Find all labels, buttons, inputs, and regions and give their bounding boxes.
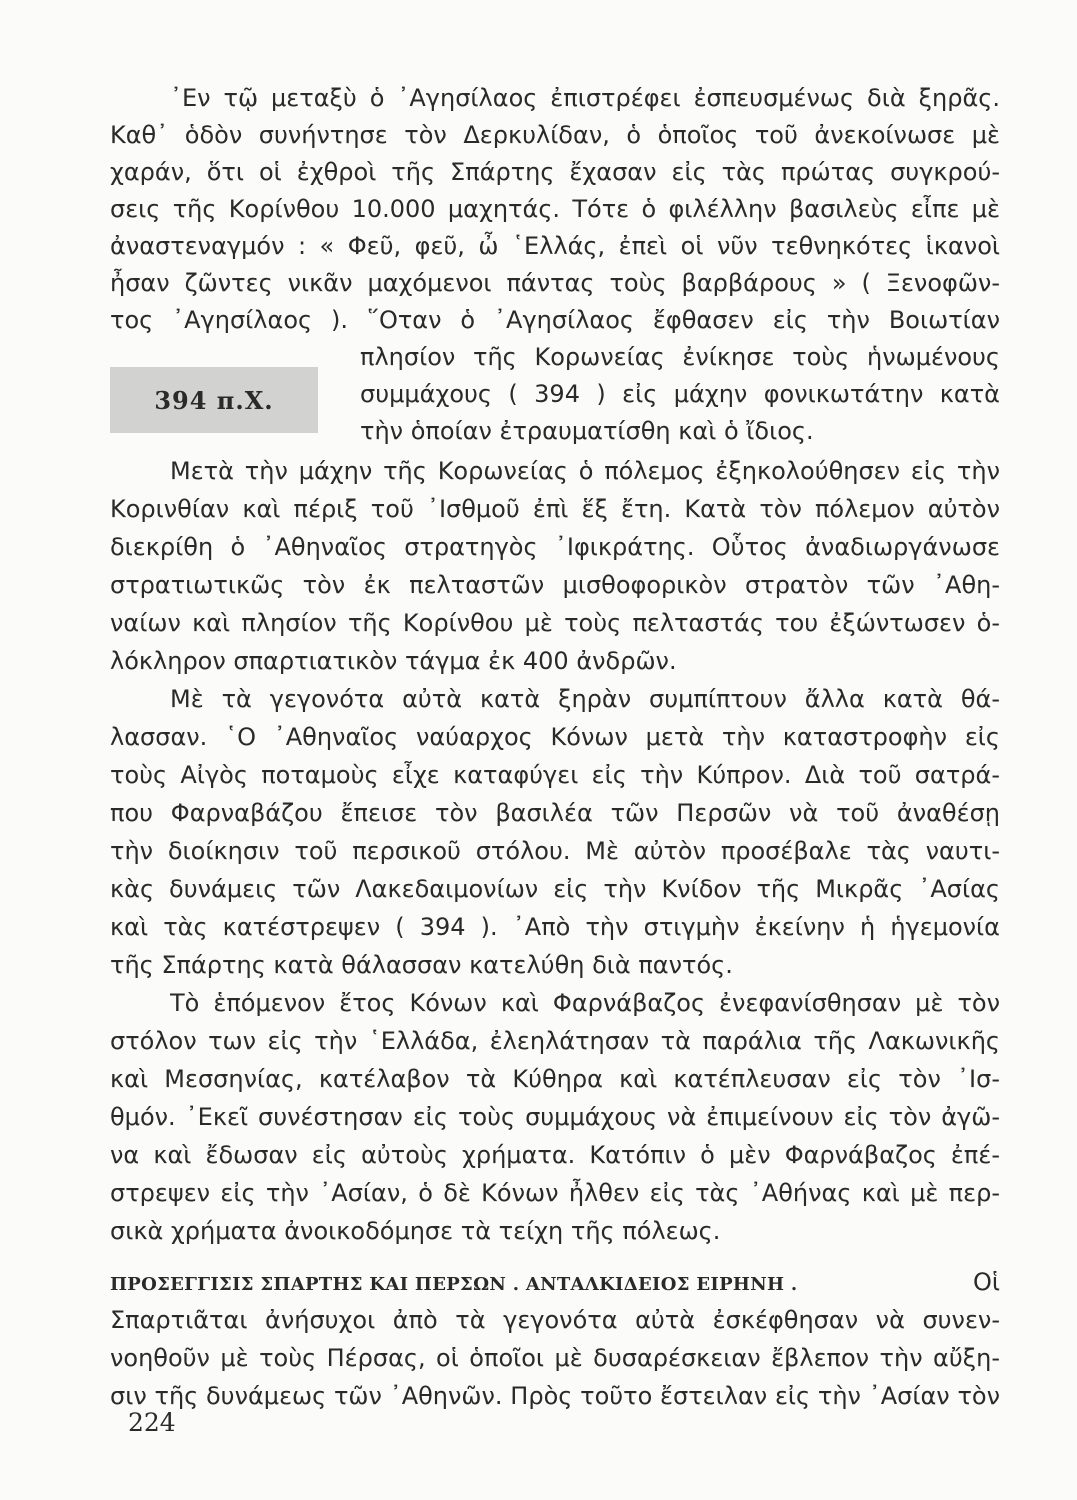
text-line: να καὶ ἔδωσαν εἰς αὐτοὺς χρήματα. Κατόπιν ὁ μὲν Φαρνάβαζος ἐπέ-: [110, 1141, 1000, 1169]
text-line: χαράν, ὅτι οἱ ἐχθροὶ τῆς Σπάρτης ἔχασαν εἰς τὰς πρώτας συγκρού-: [110, 158, 1000, 186]
section-heading: ΠΡΟΣΕΓΓΙΣΙΣ ΣΠΑΡΤΗΣ ΚΑΙ ΠΕΡΣΩΝ . ΑΝΤΑΛΚΙΔΕΙΟΣ ΕΙΡΗΝΗ .: [110, 1274, 798, 1295]
text-line: διεκρίθη ὁ ᾿Αθηναῖος στρατηγὸς ᾿Ιφικράτης. Οὗτος ἀναδιωργάνωσε: [110, 533, 1000, 561]
text-line: σικὰ χρήματα ἀνοικοδόμησε τὰ τείχη τῆς πόλεως.: [110, 1217, 721, 1245]
text-line: καὶ Μεσσηνίας, κατέλαβον τὰ Κύθηρα καὶ κατέπλευσαν εἰς τὸν ᾿Ισ-: [110, 1065, 1000, 1093]
text-line: κὰς δυνάμεις τῶν Λακεδαιμονίων εἰς τὴν Κνίδον τῆς Μικρᾶς ᾿Ασίας: [110, 875, 1000, 903]
text-line: τὴν ὁποίαν ἐτραυματίσθη καὶ ὁ ἴδιος.: [360, 417, 814, 445]
text-line: που Φαρναβάζου ἔπεισε τὸν βασιλέα τῶν Περσῶν νὰ τοῦ ἀναθέσῃ: [110, 799, 1000, 827]
text-line: στρεψεν εἰς τὴν ᾿Ασίαν, ὁ δὲ Κόνων ἦλθεν εἰς τὰς ᾿Αθήνας καὶ μὲ περ-: [110, 1179, 1000, 1207]
text-line: ναίων καὶ πλησίον τῆς Κορίνθου μὲ τοὺς πελταστάς του ἐξώντωσεν ὁ-: [110, 609, 1000, 637]
text-line: ἦσαν ζῶντες νικᾶν μαχόμενοι πάντας τοὺς βαρβάρους » ( Ξενοφῶν-: [110, 269, 1000, 297]
text-line: λόκληρον σπαρτιατικὸν τάγμα ἐκ 400 ἀνδρῶν.: [110, 647, 677, 675]
text-line: τος ᾿Αγησίλαος ). ῞Οταν ὁ ᾿Αγησίλαος ἔφθασεν εἰς τὴν Βοιωτίαν: [110, 306, 1000, 334]
text-line: στρατιωτικῶς τὸν ἐκ πελταστῶν μισθοφορικὸν στρατὸν τῶν ᾿Αθη-: [110, 571, 1000, 599]
text-line: λασσαν. ῾Ο ᾿Αθηναῖος ναύαρχος Κόνων μετὰ τὴν καταστροφὴν εἰς: [110, 723, 1000, 751]
text-line: συμμάχους ( 394 ) εἰς μάχην φονικωτάτην κατὰ: [360, 380, 1000, 408]
text-line: τὴν διοίκησιν τοῦ περσικοῦ στόλου. Μὲ αὐτὸν προσέβαλε τὰς ναυτι-: [110, 837, 1000, 865]
text-line: στόλον των εἰς τὴν ῾Ελλάδα, ἐλεηλάτησαν τὰ παράλια τῆς Λακωνικῆς: [110, 1027, 1000, 1055]
text-line: τῆς Σπάρτης κατὰ θάλασσαν κατελύθη διὰ παντός.: [110, 951, 733, 979]
text-line: καὶ τὰς κατέστρεψεν ( 394 ). ᾿Απὸ τὴν στιγμὴν ἐκείνην ἡ ἡγεμονία: [110, 913, 1000, 941]
page-number: 224: [128, 1408, 176, 1437]
text-line: ᾿Εν τῷ μεταξὺ ὁ ᾿Αγησίλαος ἐπιστρέφει ἐσπευσμένως διὰ ξηρᾶς.: [170, 84, 1000, 112]
text-line: Μετὰ τὴν μάχην τῆς Κορωνείας ὁ πόλεμος ἐξηκολούθησεν εἰς τὴν: [170, 457, 1000, 485]
text-line: σεις τῆς Κορίνθου 10.000 μαχητάς. Τότε ὁ φιλέλλην βασιλεὺς εἶπε μὲ: [110, 195, 1000, 223]
text-line: Σπαρτιᾶται ἀνήσυχοι ἀπὸ τὰ γεγονότα αὐτὰ ἐσκέφθησαν νὰ συνεν-: [110, 1306, 1000, 1334]
margin-note-text: 394 π.Χ.: [154, 385, 274, 415]
text-line: τοὺς Αἰγὸς ποταμοὺς εἶχε καταφύγει εἰς τὴν Κύπρον. Διὰ τοῦ σατρά-: [110, 761, 1000, 789]
text-line: πλησίον τῆς Κορωνείας ἐνίκησε τοὺς ἡνωμένους: [360, 343, 1000, 371]
heading-tail: Οἱ: [972, 1268, 1000, 1296]
text-line: σιν τῆς δυνάμεως τῶν ᾿Αθηνῶν. Πρὸς τοῦτο ἔστειλαν εἰς τὴν ᾿Ασίαν τὸν: [110, 1382, 1000, 1410]
margin-note: [110, 367, 318, 433]
text-line: Καθ᾿ ὁδὸν συνήντησε τὸν Δερκυλίδαν, ὁ ὁποῖος τοῦ ἀνεκοίνωσε μὲ: [110, 121, 1000, 149]
section-heading-line: [110, 1267, 1000, 1300]
text-line: Τὸ ἑπόμενον ἔτος Κόνων καὶ Φαρνάβαζος ἐνεφανίσθησαν μὲ τὸν: [170, 989, 1000, 1017]
text-line: νοηθοῦν μὲ τοὺς Πέρσας, οἱ ὁποῖοι μὲ δυσαρέσκειαν ἔβλεπον τὴν αὔξη-: [110, 1344, 1000, 1372]
text-line: ἀναστεναγμόν : « Φεῦ, φεῦ, ὦ ῾Ελλάς, ἐπεὶ οἱ νῦν τεθνηκότες ἱκανοὶ: [110, 232, 1000, 260]
text-line: Κορινθίαν καὶ πέριξ τοῦ ᾿Ισθμοῦ ἐπὶ ἕξ ἔτη. Κατὰ τὸν πόλεμον αὐτὸν: [110, 495, 1000, 523]
text-line: Μὲ τὰ γεγονότα αὐτὰ κατὰ ξηρὰν συμπίπτουν ἄλλα κατὰ θά-: [170, 685, 1000, 713]
text-line: θμόν. ᾿Εκεῖ συνέστησαν εἰς τοὺς συμμάχους νὰ ἐπιμείνουν εἰς τὸν ἀγῶ-: [110, 1103, 1000, 1131]
